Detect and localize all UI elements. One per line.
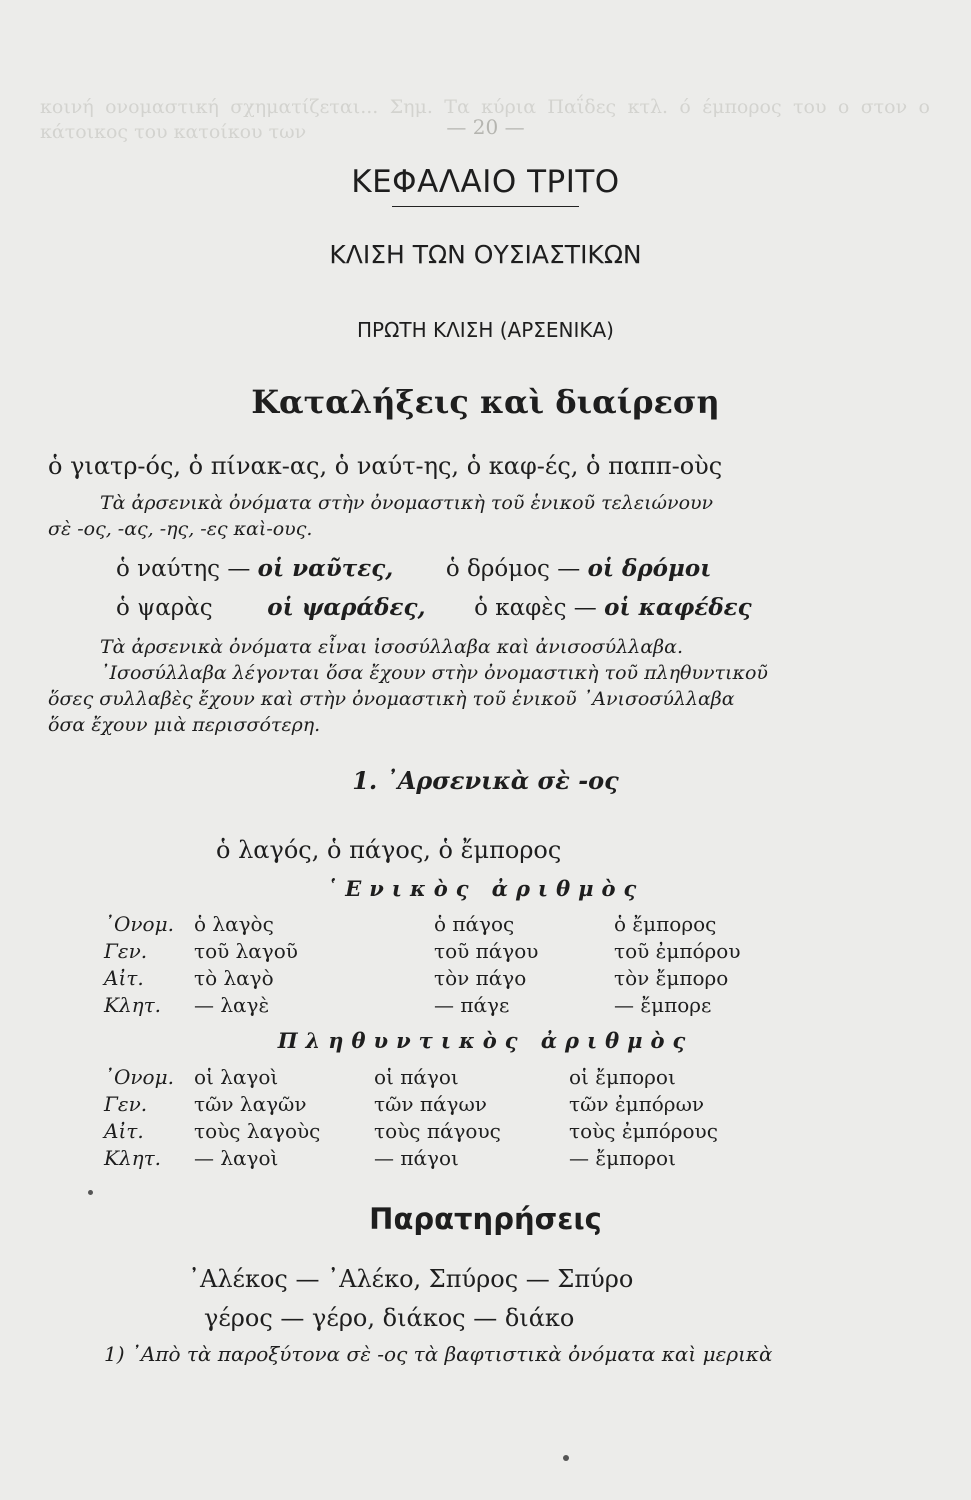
chapter-subtitle: ΚΛΙΣΗ ΤΩΝ ΟΥΣΙΑΣΤΙΚΩΝ bbox=[329, 240, 642, 269]
table-row bbox=[104, 1144, 718, 1171]
case-label: Γεν. bbox=[104, 938, 148, 963]
form-pagos: τοὺς πάγους bbox=[374, 1118, 501, 1143]
form-emporos: ὁ ἔμπορος bbox=[614, 911, 717, 936]
chapter-title: ΚΕΦΑΛΑΙΟ ΤΡΙΤΟ bbox=[351, 164, 620, 200]
table-row bbox=[104, 1063, 718, 1090]
examples-line: ὁ γιατρ-ός, ὁ πίνακ-ας, ὁ ναύτ-ης, ὁ καφ-ές, ὁ παππ-οὺς bbox=[48, 452, 723, 480]
plural-label: Πληθυντικὸς ἀριθμὸς bbox=[277, 1028, 694, 1053]
print-speck bbox=[88, 1190, 93, 1195]
rule-2-line-1: Τὰ ἀρσενικὰ ὀνόματα εἶναι ἰσοσύλλαβα καὶ ἀνισοσύλλαβα. bbox=[100, 636, 683, 658]
pair-singular: ὁ ναύτης — bbox=[116, 556, 251, 582]
case-label: ᾿Ονομ. bbox=[104, 1064, 174, 1089]
form-lagos: οἱ λαγοὶ bbox=[194, 1064, 279, 1089]
section-1-examples: ὁ λαγός, ὁ πάγος, ὁ ἔμπορος bbox=[216, 836, 562, 864]
form-pagos: — πάγοι bbox=[374, 1145, 459, 1170]
case-label: Γεν. bbox=[104, 1091, 148, 1116]
table-row bbox=[104, 937, 741, 964]
form-pagos: τῶν πάγων bbox=[374, 1091, 487, 1116]
print-speck bbox=[563, 1455, 569, 1461]
form-emporos: τοὺς ἐμπόρους bbox=[569, 1118, 718, 1143]
pair-singular-2: ὁ δρόμος — bbox=[445, 556, 581, 582]
pair-plural: οἱ ψαράδες, bbox=[267, 594, 426, 621]
page-number: — 20 — bbox=[446, 115, 525, 139]
form-pagos: — πάγε bbox=[434, 992, 510, 1017]
case-label: Κλητ. bbox=[104, 992, 162, 1017]
rule-2-line-4: ὅσα ἔχουν μιὰ περισσότερη. bbox=[48, 714, 321, 736]
pair-plural-2: οἱ δρόμοι bbox=[587, 555, 712, 582]
case-label: ᾿Ονομ. bbox=[104, 911, 174, 936]
form-emporos: τὸν ἔμπορο bbox=[614, 965, 729, 990]
case-label: Αἰτ. bbox=[104, 1118, 144, 1143]
form-lagos: τῶν λαγῶν bbox=[194, 1091, 307, 1116]
form-emporos: — ἔμπορε bbox=[614, 992, 712, 1017]
remarks-line-2: γέρος — γέρο, διάκος — διάκο bbox=[204, 1304, 575, 1332]
pair-plural: οἱ ναῦτες, bbox=[257, 555, 394, 582]
form-pagos: ὁ πάγος bbox=[434, 911, 515, 936]
form-lagos: τοῦ λαγοῦ bbox=[194, 938, 298, 963]
form-emporos: τῶν ἐμπόρων bbox=[569, 1091, 705, 1116]
pair-singular-2: ὁ καφὲς — bbox=[474, 595, 597, 621]
pair-singular: ὁ ψαρὰς bbox=[116, 595, 213, 621]
rule-2-line-3: ὅσες συλλαβὲς ἔχουν καὶ στὴν ὀνομαστικὴ τοῦ ἑνικοῦ ᾿Ανισοσύλλαβα bbox=[48, 688, 735, 710]
table-row bbox=[104, 910, 741, 937]
form-emporos: τοῦ ἐμπόρου bbox=[614, 938, 741, 963]
pair-row-2 bbox=[116, 594, 752, 621]
pair-plural-2: οἱ καφέδες bbox=[604, 594, 752, 621]
form-lagos: — λαγὲ bbox=[194, 992, 270, 1017]
bleed-through-text: κοινή ονομαστική σχηματίζεται... Σημ. Τα κύρια Παΐδες κτλ. ό έμπορος του ο στον ο κάτοικος του κατοίκου των bbox=[40, 96, 930, 143]
rule-1-line-1: Τὰ ἀρσενικὰ ὀνόματα στὴν ὀνομαστικὴ τοῦ ἑνικοῦ τελειώνουν bbox=[100, 492, 714, 514]
title-underline bbox=[392, 206, 579, 207]
table-row bbox=[104, 1090, 718, 1117]
rule-1-line-2: σὲ -ος, -ας, -ης, -ες καὶ-ους. bbox=[48, 518, 313, 540]
form-pagos: τὸν πάγο bbox=[434, 965, 527, 990]
table-row bbox=[104, 991, 741, 1018]
form-emporos: — ἔμποροι bbox=[569, 1145, 676, 1170]
table-row bbox=[104, 964, 741, 991]
remarks-title: Παρατηρήσεις bbox=[369, 1202, 602, 1236]
form-emporos: οἱ ἔμποροι bbox=[569, 1064, 676, 1089]
form-pagos: οἱ πάγοι bbox=[374, 1064, 459, 1089]
remarks-line-1: ᾿Αλέκος — ᾿Αλέκο, Σπύρος — Σπύρο bbox=[188, 1265, 634, 1293]
table-row bbox=[104, 1117, 718, 1144]
plural-table bbox=[104, 1063, 718, 1171]
section-title: ΠΡΩΤΗ ΚΛΙΣΗ (ΑΡΣΕΝΙΚΑ) bbox=[356, 318, 614, 342]
case-label: Αἰτ. bbox=[104, 965, 144, 990]
singular-label: ῾Ενικὸς ἀριθμὸς bbox=[326, 876, 645, 901]
case-label: Κλητ. bbox=[104, 1145, 162, 1170]
form-lagos: ὁ λαγὸς bbox=[194, 911, 274, 936]
section-heading: Καταλήξεις καὶ διαίρεση bbox=[251, 383, 720, 421]
pair-row-1 bbox=[116, 555, 711, 582]
form-pagos: τοῦ πάγου bbox=[434, 938, 539, 963]
form-lagos: τὸ λαγὸ bbox=[194, 965, 274, 990]
singular-table bbox=[104, 910, 741, 1018]
rule-2-line-2: ᾿Ισοσύλλαβα λέγονται ὅσα ἔχουν στὴν ὀνομαστικὴ τοῦ πληθυντικοῦ bbox=[100, 662, 768, 684]
form-lagos: τοὺς λαγοὺς bbox=[194, 1118, 321, 1143]
form-lagos: — λαγοὶ bbox=[194, 1145, 279, 1170]
section-1-title: 1. ᾿Αρσενικὰ σὲ -ος bbox=[352, 766, 619, 795]
footnote: 1) ᾿Απὸ τὰ παροξύτονα σὲ -ος τὰ βαφτιστικὰ ὀνόματα καὶ μερικὰ bbox=[104, 1342, 773, 1366]
